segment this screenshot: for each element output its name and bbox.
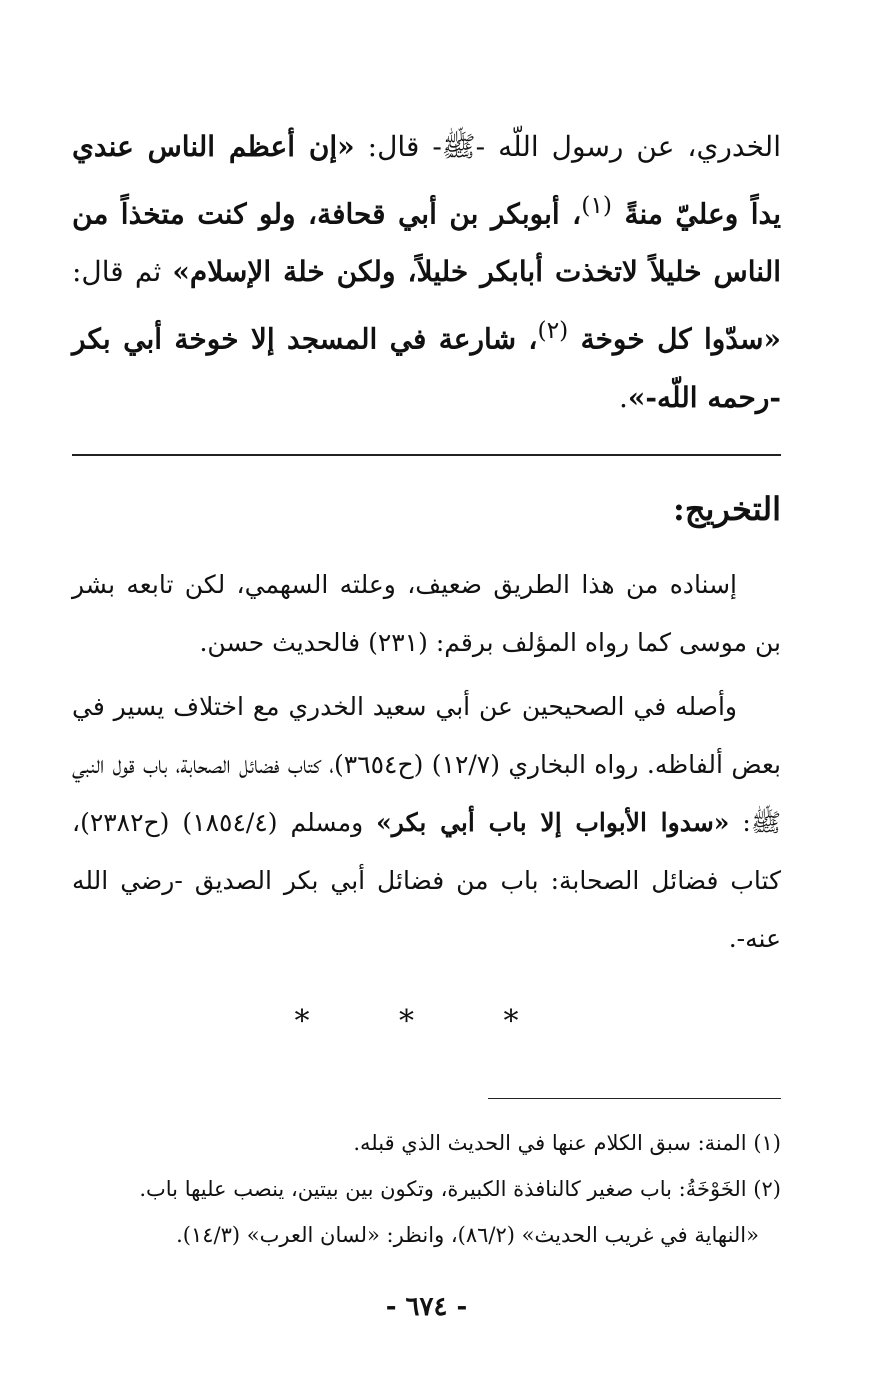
takhrij-text: ومسلم (١٨٥٤/٤) (ح٢٣٨٢)، كتاب فضائل الصحابة: باب من فضائل أبي بكر الصديق -رضي الله عنه-. bbox=[72, 808, 781, 953]
hadith-quote: ، شارعة في المسجد إلا خوخة أبي بكر -رحمه اللّه-» bbox=[72, 322, 781, 414]
footnote-2-source: «النهاية في غريب الحديث» (٨٦/٢)، وانظر: «لسان العرب» (١٤/٣). bbox=[176, 1223, 759, 1247]
footnote-2: (٢) الخَوْخَةُ: باب صغير كالنافذة الكبيرة، وتكون بين بيتين، ينصب عليها باب. bbox=[139, 1177, 781, 1201]
takhrij-paragraph-2 bbox=[72, 678, 781, 968]
section-heading: التخريج: bbox=[673, 490, 781, 528]
takhrij-text: وأصله في الصحيحين عن أبي سعيد الخدري مع اختلاف يسير في بعض ألفاظه. رواه البخاري (١٢/٧) (ح٣٦٥٤)، كتاب فضائل الصحابة، باب قول النبي ﷺ: bbox=[72, 692, 782, 837]
hadith-quote: «سدّوا كل خوخة bbox=[568, 322, 781, 356]
takhrij-section bbox=[72, 556, 781, 974]
section-divider bbox=[72, 454, 781, 456]
footnotes bbox=[72, 1120, 781, 1258]
asterisk-separator: * * * bbox=[294, 1004, 559, 1039]
footnote-ref-2: (٢) bbox=[537, 316, 569, 345]
footnote-divider bbox=[488, 1098, 781, 1099]
takhrij-paragraph-1: إسناده من هذا الطريق ضعيف، وعلته السهمي، لكن تابعه بشر بن موسى كما رواه المؤلف برقم: (٢٣١) فالحديث حسن. bbox=[72, 570, 781, 657]
hadith-quote: «إن أعظم الناس عندي يداً وعليّ منةً bbox=[72, 130, 781, 231]
takhrij-quote: «سدوا الأبواب إلا باب أبي بكر» bbox=[376, 808, 730, 837]
hadith-narration: ثم قال: bbox=[72, 255, 173, 289]
footnote-1: (١) المنة: سبق الكلام عنها في الحديث الذي قبله. bbox=[353, 1131, 781, 1155]
page-number: - ٦٧٤ - bbox=[385, 1292, 468, 1322]
hadith-quote: ، أبوبكر بن أبي قحافة، ولو كنت متخذاً من الناس خليلاً لاتخذت أبابكر خليلاً، ولكن خلة الإسلام» bbox=[72, 197, 782, 289]
book-page bbox=[72, 118, 781, 1385]
hadith-end: . bbox=[618, 380, 628, 414]
footnote-ref-1: (١) bbox=[581, 191, 612, 219]
hadith-text bbox=[72, 118, 781, 427]
hadith-narration: الخدري، عن رسول اللّه -ﷺ- قال: bbox=[354, 130, 781, 163]
